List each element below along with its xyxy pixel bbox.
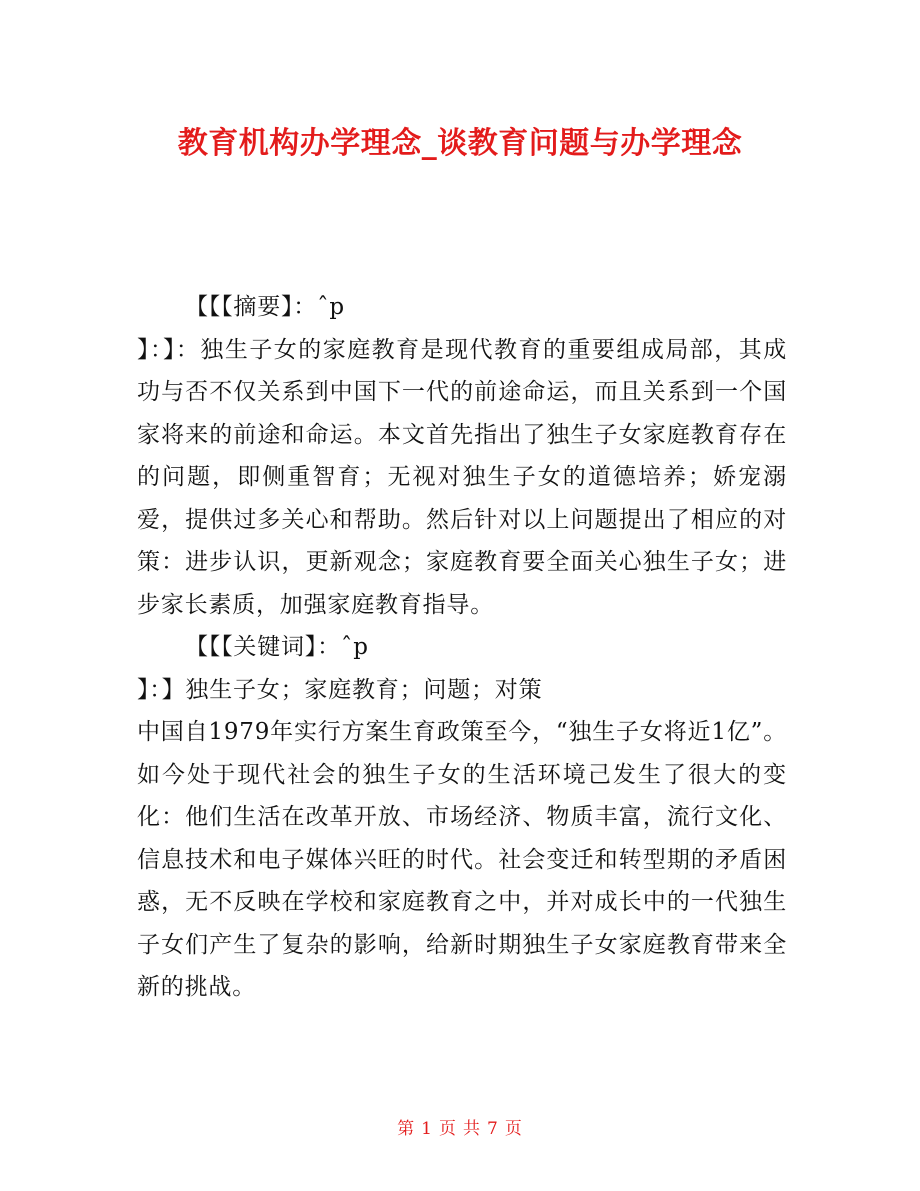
- keywords-heading: 【【【关键词】：ˆp: [185, 634, 369, 660]
- footer-page-number: 1: [421, 1119, 433, 1139]
- document-title: 教育机构办学理念_谈教育问题与办学理念: [177, 126, 743, 161]
- document-body: [137, 286, 787, 1009]
- abstract-body: 】：】：独生子女的家庭教育是现代教育的重要组成局部，其成功与否不仅关系到中国下一代的前途命运，而且关系到一个国家将来的前途和命运。本文首先指出了独生子女家庭教育存在的问题，即侧重智育；无视对独生子女的道德培养；娇宠溺爱，提供过多关心和帮助。然后针对以上问题提出了相应的对策：进步认识，更新观念；家庭教育要全面关心独生子女；进步家长素质，加强家庭教育指导。: [137, 336, 787, 618]
- footer-total-suffix: 页: [504, 1119, 523, 1139]
- abstract-heading: 【【【摘要】：ˆp: [185, 294, 345, 320]
- intro-paragraph: 中国自1979年实行方案生育政策至今，“独生子女将近1亿”。如今处于现代社会的独生子女的生活环境己发生了很大的变化：他们生活在改革开放、市场经济、物质丰富，流行文化、信息技术和电子媒体兴旺的时代。社会变迁和转型期的矛盾困惑，无不反映在学校和家庭教育之中，并对成长中的一代独生子女们产生了复杂的影响，给新时期独生子女家庭教育带来全新的挑战。: [137, 719, 787, 1000]
- footer-total-pages: 7: [487, 1119, 499, 1139]
- page-footer: [0, 1114, 920, 1139]
- keywords-body: 】：】独生子女；家庭教育；问题；对策: [137, 676, 543, 703]
- footer-total-label: 共: [463, 1119, 481, 1139]
- footer-page-label: 第: [397, 1119, 416, 1139]
- footer-page-suffix: 页: [439, 1119, 457, 1139]
